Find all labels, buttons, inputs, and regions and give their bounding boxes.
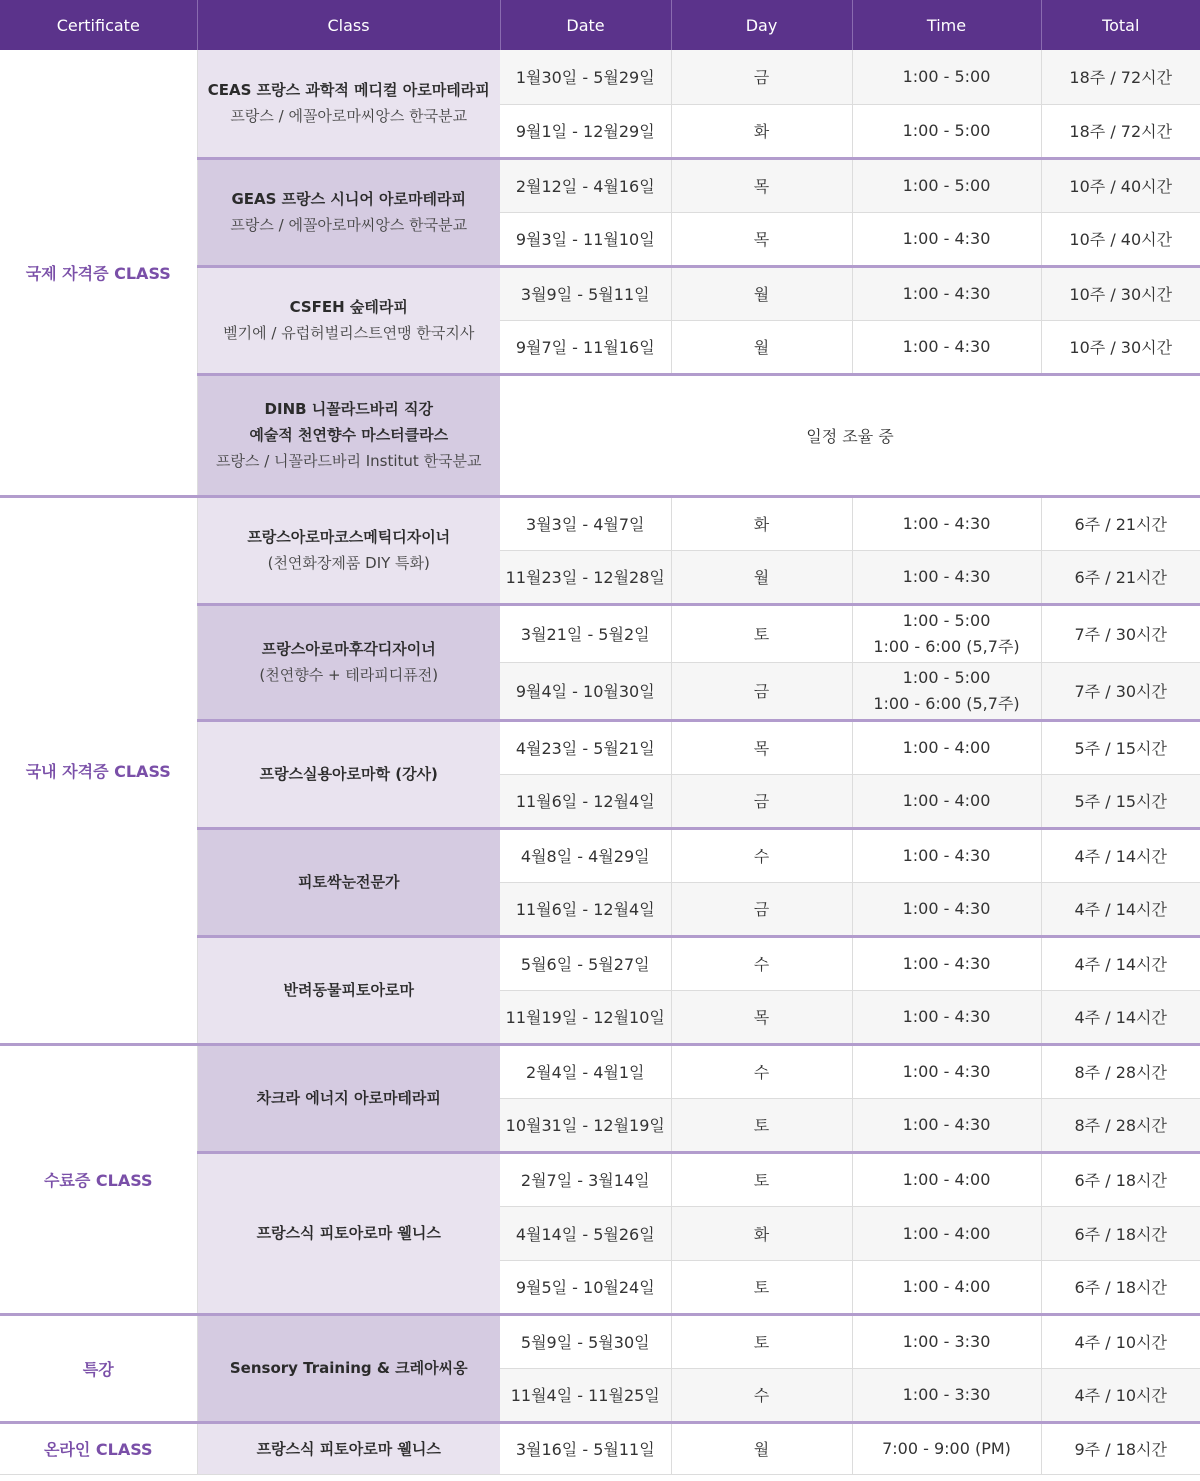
class-cell-csfeh [197,266,500,374]
day-cell: 금 [671,774,852,828]
day-cell: 금 [671,662,852,720]
date-cell: 5월6일 - 5월27일 [500,936,671,990]
total-cell: 4주 / 10시간 [1041,1314,1200,1368]
class-cell-phyto [197,828,500,936]
day-cell: 월 [671,550,852,604]
class-cell-cosmetic [197,496,500,604]
date-cell: 10월31일 - 12월19일 [500,1098,671,1152]
class-subtitle: 프랑스 / 니꼴라드바리 Institut 한국분교 [215,452,482,470]
class-title: 프랑스식 피토아로마 웰니스 [256,1439,441,1458]
total-cell: 5주 / 15시간 [1041,774,1200,828]
total-cell: 5주 / 15시간 [1041,720,1200,774]
day-cell: 수 [671,828,852,882]
total-cell: 6주 / 18시간 [1041,1260,1200,1314]
day-cell: 월 [671,1422,852,1474]
date-cell: 11월6일 - 12월4일 [500,882,671,936]
header-class: Class [197,0,500,50]
total-cell: 10주 / 40시간 [1041,158,1200,212]
time-cell: 1:00 - 5:00 [852,104,1041,158]
time-cell: 1:00 - 4:30 [852,212,1041,266]
header-total: Total [1041,0,1200,50]
date-cell: 11월23일 - 12월28일 [500,550,671,604]
date-cell: 4월14일 - 5월26일 [500,1206,671,1260]
day-cell: 목 [671,212,852,266]
class-title: CSFEH 숲테라피 [289,298,408,316]
day-cell: 토 [671,1152,852,1206]
total-cell: 10주 / 30시간 [1041,266,1200,320]
day-cell: 금 [671,882,852,936]
table-row [0,1044,1200,1098]
time-cell: 1:00 - 4:30 [852,496,1041,550]
class-title: 프랑스아로마코스메틱디자이너 [247,528,451,546]
time-cell: 1:00 - 5:00 [852,50,1041,104]
group-label-online: 온라인 CLASS [0,1422,197,1474]
time-cell: 1:00 - 4:30 [852,936,1041,990]
group-label-completion: 수료증 CLASS [0,1044,197,1314]
class-title: CEAS 프랑스 과학적 메디컬 아로마테라피 [207,81,490,100]
class-cell-sensory [197,1314,500,1422]
time-cell: 1:00 - 4:30 [852,550,1041,604]
total-cell: 4주 / 14시간 [1041,936,1200,990]
total-cell: 4주 / 14시간 [1041,990,1200,1044]
day-cell: 수 [671,1368,852,1422]
time-cell: 1:00 - 4:00 [852,1206,1041,1260]
class-title: Sensory Training & 크레아씨옹 [229,1359,468,1377]
day-cell: 금 [671,50,852,104]
table-row [0,496,1200,550]
date-cell: 1월30일 - 5월29일 [500,50,671,104]
header-date: Date [500,0,671,50]
date-cell: 4월8일 - 4월29일 [500,828,671,882]
class-cell-practical [197,720,500,828]
time-cell: 1:00 - 3:30 [852,1314,1041,1368]
class-title-2: 예술적 천연향수 마스터클라스 [249,426,449,444]
total-cell: 7주 / 30시간 [1041,604,1200,662]
class-cell-olfactory [197,604,500,720]
total-cell: 4주 / 14시간 [1041,828,1200,882]
time-cell [852,604,1041,662]
group-label-intl: 국제 자격증 CLASS [0,50,197,496]
table-row [0,1422,1200,1474]
class-cell-chakra [197,1044,500,1152]
day-cell: 토 [671,1314,852,1368]
total-cell: 9주 / 18시간 [1041,1422,1200,1474]
date-cell: 3월3일 - 4월7일 [500,496,671,550]
class-cell-wellness [197,1152,500,1314]
date-cell: 2월7일 - 3월14일 [500,1152,671,1206]
group-label-special: 특강 [0,1314,197,1422]
day-cell: 화 [671,496,852,550]
time-cell: 1:00 - 4:00 [852,720,1041,774]
class-subtitle: 벨기에 / 유럽허벌리스트연맹 한국지사 [223,324,475,342]
date-cell: 5월9일 - 5월30일 [500,1314,671,1368]
time-cell: 1:00 - 4:30 [852,882,1041,936]
date-cell: 3월21일 - 5월2일 [500,604,671,662]
date-cell: 3월9일 - 5월11일 [500,266,671,320]
total-cell: 6주 / 21시간 [1041,550,1200,604]
class-cell-dinb [197,374,500,496]
class-cell-ceas [197,50,500,158]
class-subtitle: 프랑스 / 에꼴아로마씨앙스 한국분교 [230,107,468,126]
total-cell: 10주 / 30시간 [1041,320,1200,374]
day-cell: 화 [671,1206,852,1260]
time-line-1: 1:00 - 5:00 [902,667,991,687]
total-cell: 10주 / 40시간 [1041,212,1200,266]
date-cell: 4월23일 - 5월21일 [500,720,671,774]
day-cell: 목 [671,990,852,1044]
total-cell: 6주 / 18시간 [1041,1206,1200,1260]
day-cell: 토 [671,604,852,662]
class-subtitle: (천연화장제품 DIY 특화) [267,554,430,572]
total-cell: 6주 / 18시간 [1041,1152,1200,1206]
date-cell: 2월4일 - 4월1일 [500,1044,671,1098]
pending-schedule: 일정 조율 중 [500,374,1200,496]
time-cell: 1:00 - 4:30 [852,1044,1041,1098]
class-title: 피토싹눈전문가 [298,873,400,891]
class-title: GEAS 프랑스 시니어 아로마테라피 [231,190,467,208]
class-cell-online-wellness [197,1422,500,1474]
total-cell: 4주 / 10시간 [1041,1368,1200,1422]
date-cell: 9월7일 - 11월16일 [500,320,671,374]
total-cell: 18주 / 72시간 [1041,50,1200,104]
header-day: Day [671,0,852,50]
time-cell: 7:00 - 9:00 (PM) [852,1422,1041,1474]
time-cell: 1:00 - 3:30 [852,1368,1041,1422]
day-cell: 수 [671,1044,852,1098]
header-time: Time [852,0,1041,50]
date-cell: 11월4일 - 11월25일 [500,1368,671,1422]
date-cell: 9월4일 - 10월30일 [500,662,671,720]
class-cell-pet [197,936,500,1044]
class-title: 반려동물피토아로마 [283,981,414,999]
total-cell: 8주 / 28시간 [1041,1098,1200,1152]
day-cell: 목 [671,720,852,774]
date-cell: 9월3일 - 11월10일 [500,212,671,266]
group-label-domestic: 국내 자격증 CLASS [0,496,197,1044]
class-subtitle: 프랑스 / 에꼴아로마씨앙스 한국분교 [230,216,468,234]
time-cell: 1:00 - 4:30 [852,990,1041,1044]
time-cell: 1:00 - 4:30 [852,1098,1041,1152]
day-cell: 수 [671,936,852,990]
table-row [0,1314,1200,1368]
time-cell: 1:00 - 4:00 [852,774,1041,828]
time-line-2: 1:00 - 6:00 (5,7주) [873,636,1020,656]
total-cell: 8주 / 28시간 [1041,1044,1200,1098]
day-cell: 목 [671,158,852,212]
header-row [0,0,1200,50]
time-cell: 1:00 - 4:30 [852,320,1041,374]
total-cell: 7주 / 30시간 [1041,662,1200,720]
date-cell: 9월1일 - 12월29일 [500,104,671,158]
date-cell: 11월6일 - 12월4일 [500,774,671,828]
time-cell: 1:00 - 4:30 [852,266,1041,320]
day-cell: 월 [671,320,852,374]
total-cell: 4주 / 14시간 [1041,882,1200,936]
date-cell: 11월19일 - 12월10일 [500,990,671,1044]
time-line-1: 1:00 - 5:00 [902,610,991,630]
class-title: 프랑스아로마후각디자이너 [261,640,436,658]
day-cell: 토 [671,1260,852,1314]
class-title: 차크라 에너지 아로마테라피 [256,1089,441,1107]
date-cell: 9월5일 - 10월24일 [500,1260,671,1314]
class-subtitle: (천연향수 + 테라피디퓨전) [259,666,439,684]
class-title: 프랑스식 피토아로마 웰니스 [256,1224,441,1242]
time-line-2: 1:00 - 6:00 (5,7주) [873,693,1020,713]
time-cell: 1:00 - 5:00 [852,158,1041,212]
class-title: 프랑스실용아로마학 (강사) [259,765,438,783]
date-cell: 3월16일 - 5월11일 [500,1422,671,1474]
date-cell: 2월12일 - 4월16일 [500,158,671,212]
total-cell: 18주 / 72시간 [1041,104,1200,158]
time-cell [852,662,1041,720]
header-certificate: Certificate [0,0,197,50]
time-cell: 1:00 - 4:30 [852,828,1041,882]
total-cell: 6주 / 21시간 [1041,496,1200,550]
time-cell: 1:00 - 4:00 [852,1152,1041,1206]
day-cell: 화 [671,104,852,158]
table-row [0,50,1200,104]
class-cell-geas [197,158,500,266]
day-cell: 토 [671,1098,852,1152]
class-title: DINB 니꼴라드바리 직강 [264,400,433,418]
day-cell: 월 [671,266,852,320]
time-cell: 1:00 - 4:00 [852,1260,1041,1314]
